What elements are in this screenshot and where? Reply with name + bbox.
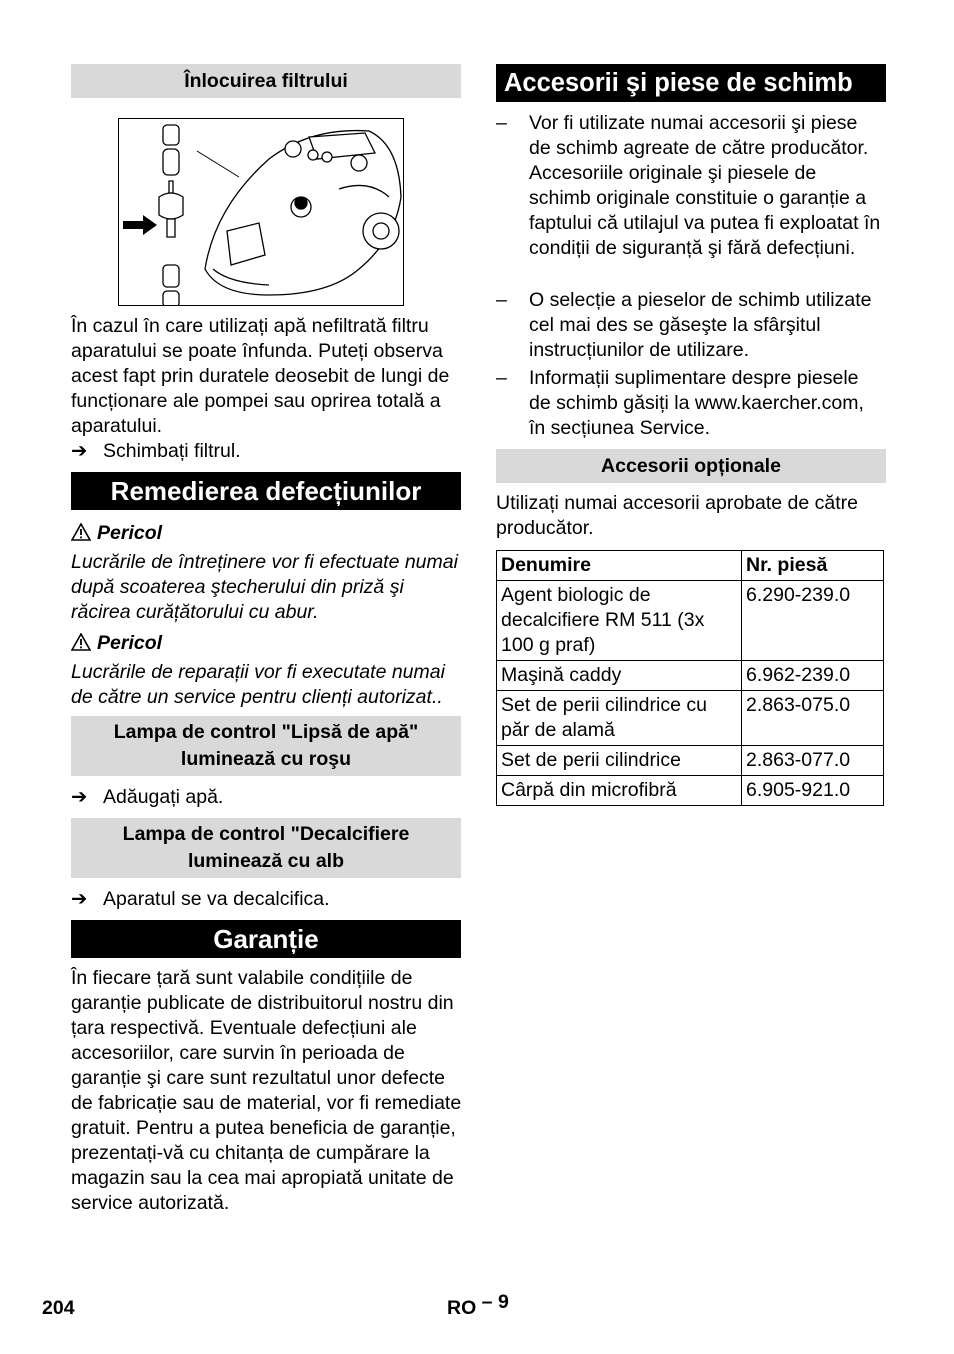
part-number: 6.905-921.0 bbox=[742, 776, 884, 806]
page-number: 204 bbox=[42, 1297, 75, 1319]
lamp-descale-action bbox=[71, 887, 461, 912]
steam-cleaner-illustration bbox=[119, 119, 404, 306]
optional-accessories-heading: Accesorii opționale bbox=[496, 449, 886, 483]
table-header-row bbox=[497, 551, 884, 581]
accessories-heading: Accesorii şi piese de schimb bbox=[496, 64, 886, 102]
bullet-2-text: O selecție a pieselor de schimb utilizate cel mai des se găseşte la sfârşitul instrucțiunilor de utilizare. bbox=[529, 289, 872, 361]
warranty-paragraph: În fiecare țară sunt valabile condițiile de garanție publicate de distribuitorul nostru din țara respectivă. Eventuale defecțiuni ale accesoriilor, care survin în perioada de garanție şi care sunt rezultatul unor defecte de fabricație sau de material, vor fi remediate gratuit. Pentru a putea beneficia de garanție, prezentați-vă cu chitanța de cumpărare la magazin sau la cea mai apropiată unitate de service autorizată. bbox=[71, 967, 462, 1214]
dash-marker: – bbox=[496, 367, 507, 389]
part-number: 6.290-239.0 bbox=[742, 581, 884, 661]
warning-1-label: Pericol bbox=[97, 522, 163, 544]
table-row bbox=[497, 581, 884, 661]
bullet-3 bbox=[496, 366, 886, 441]
part-number: 2.863-077.0 bbox=[742, 746, 884, 776]
dash-marker: – bbox=[496, 289, 507, 311]
arrow-right-icon: ➔ bbox=[71, 888, 88, 910]
lamp-water-heading: Lampa de control "Lipsă de apă" luminează cu roşu bbox=[71, 716, 461, 776]
filter-action-text: Schimbați filtrul. bbox=[103, 440, 241, 462]
bullet-2 bbox=[496, 288, 886, 363]
column-header-part-number: Nr. piesă bbox=[742, 551, 884, 581]
lamp-water-action-text: Adăugați apă. bbox=[103, 786, 224, 808]
warning-2 bbox=[71, 631, 162, 656]
dash-marker: – bbox=[496, 112, 507, 134]
part-name: Set de perii cilindrice bbox=[497, 746, 742, 776]
filter-replacement-figure bbox=[118, 118, 404, 306]
bullet-1-text: Vor fi utilizate numai accesorii şi piese de schimb agreate de către producător. Accesoriile originale şi piesele de schimb originale constituie o garanție a faptului că utilajul va putea fi exploatat în condiții de siguranță şi fără defecțiuni. bbox=[529, 112, 881, 259]
warning-2-label: Pericol bbox=[97, 632, 163, 654]
warning-triangle-icon bbox=[71, 633, 91, 651]
warning-triangle-icon bbox=[71, 523, 91, 541]
part-name: Agent biologic de decalcifiere RM 511 (3x 100 g praf) bbox=[497, 581, 742, 661]
lamp-water-action bbox=[71, 785, 461, 810]
filter-paragraph: În cazul în care utilizați apă nefiltrată filtru aparatului se poate înfunda. Puteți observa acest fapt prin duratele deosebit de lungi de funcționare ale pompei sau oprirea totală a aparatului. bbox=[71, 315, 450, 437]
arrow-right-icon: ➔ bbox=[71, 786, 88, 808]
warning-1-text: Lucrările de întreținere vor fi efectuate numai după scoaterea ştecherului din priză şi răcirea curățătorului cu abur. bbox=[71, 551, 458, 623]
table-row bbox=[497, 776, 884, 806]
table-row bbox=[497, 661, 884, 691]
filter-heading: Înlocuirea filtrului bbox=[71, 64, 461, 98]
footer-language-page bbox=[447, 1291, 509, 1320]
part-name: Cârpă din microfibră bbox=[497, 776, 742, 806]
warning-1 bbox=[71, 521, 162, 546]
footer-language: RO bbox=[447, 1297, 477, 1319]
table-row bbox=[497, 746, 884, 776]
parts-table bbox=[496, 550, 884, 806]
optional-accessories-text: Utilizați numai accesorii aprobate de către producător. bbox=[496, 492, 859, 539]
lamp-descale-heading: Lampa de control "Decalcifiere luminează cu alb bbox=[71, 818, 461, 878]
arrow-right-icon: ➔ bbox=[71, 440, 88, 462]
part-number: 2.863-075.0 bbox=[742, 691, 884, 746]
filter-action bbox=[71, 439, 461, 464]
table-row bbox=[497, 691, 884, 746]
part-name: Maşină caddy bbox=[497, 661, 742, 691]
part-name: Set de perii cilindrice cu păr de alamă bbox=[497, 691, 742, 746]
column-header-name: Denumire bbox=[497, 551, 742, 581]
bullet-3-text: Informații suplimentare despre piesele de schimb găsiți la www.kaercher.com, în secțiunea Service. bbox=[529, 367, 864, 439]
footer-sub-page: 9 bbox=[497, 1291, 509, 1313]
part-number: 6.962-239.0 bbox=[742, 661, 884, 691]
troubleshooting-heading: Remedierea defecțiunilor bbox=[71, 472, 461, 510]
filter-pointer-arrow bbox=[123, 215, 157, 235]
warning-2-text: Lucrările de reparații vor fi executate numai de către un service pentru clienți autorizat.. bbox=[71, 661, 445, 708]
footer-dash: – bbox=[481, 1291, 493, 1313]
lamp-descale-action-text: Aparatul se va decalcifica. bbox=[103, 888, 330, 910]
warranty-heading: Garanție bbox=[71, 920, 461, 958]
bullet-1 bbox=[496, 111, 886, 286]
